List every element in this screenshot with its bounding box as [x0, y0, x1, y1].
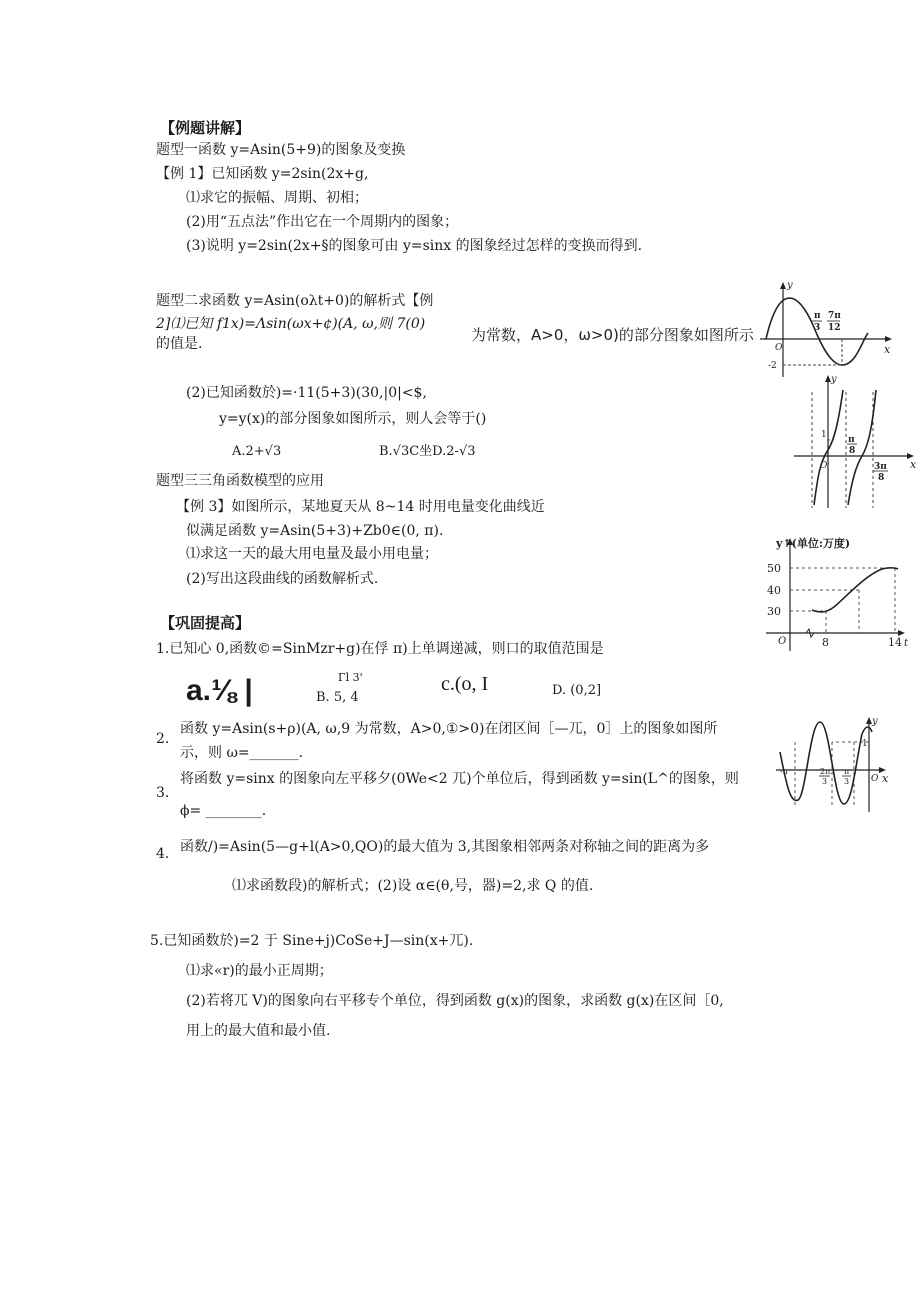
fig1-origin: O: [775, 343, 783, 353]
type2-side-text: 为常数，A>0，ω>0)的部分图象如图所示: [471, 326, 754, 344]
problem2-line1: 函数 y=Asin(s+ρ)(A, ω,9 为常数，A>0,①>0)在闭区间［—兀，0］上的图象如图所: [180, 721, 718, 737]
fig3-x-14: 14: [888, 636, 902, 649]
type3-title: 题型三三角函数模型的应用: [156, 473, 324, 489]
problem2-number: 2.: [156, 731, 170, 747]
section-title-consolidate: 【巩固提高】: [160, 614, 251, 632]
problem1-option-d: D. (0,2]: [552, 683, 602, 698]
fig4-y-label: y: [872, 716, 878, 727]
fig2-y-label: y: [831, 374, 837, 385]
fig2-tick1-den: 8: [849, 446, 856, 456]
type1-title: 题型一函数 y=Asin(5+9)的图象及变换: [156, 142, 406, 158]
fig3-y-label: y↑(单位:万度): [776, 537, 851, 550]
fig2-origin: O: [820, 461, 828, 471]
problem3-line2: ϕ= ________.: [180, 803, 267, 819]
fig3-origin: O: [778, 636, 787, 647]
ex3-q1: ⑴求这一天的最大用电量及最小用电量；: [186, 546, 438, 562]
problem5-q2: (2)若将兀 V)的图象向右平移专个单位，得到函数 g(x)的图象，求函数 g(x)在区间［0,: [186, 993, 724, 1009]
fig3-y-30: 30: [767, 605, 781, 618]
problem4-line1: 函数/)=Asin(5—g+l(A>0,QO)的最大值为 3,其图象相邻两条对称轴之间的距离为多: [180, 839, 710, 855]
fig4-negpi: -π: [780, 767, 788, 776]
ex1-q3: (3)说明 y=2sin(2x+§的图象可由 y=sinx 的图象经过怎样的变换而得到.: [186, 238, 643, 254]
fig4-x-label: x: [882, 772, 889, 785]
problem5-q1: ⑴求«r)的最小正周期；: [186, 963, 333, 979]
fig4-curve: [780, 722, 872, 804]
problem4-line2: ⑴求函数段)的解析式；(2)设 α∈(θ,号，器)=2,求 Q 的值.: [232, 878, 594, 894]
ex1-q1: ⑴求它的振幅、周期、初相；: [186, 190, 368, 206]
ex3-q2: (2)写出这段曲线的函数解析式.: [186, 571, 379, 587]
fig3-y-40: 40: [767, 584, 781, 597]
type2-line1: 题型二求函数 y=Asin(oλt+0)的解析式【例: [156, 293, 434, 309]
problem1-text: 1.已知心 0,函数©=SinMzr+g)在俘 π)上单调递减，则口的取值范围是: [156, 641, 604, 657]
fig1-neg2: -2: [768, 361, 777, 371]
fig1-tick1-num: π: [814, 311, 821, 321]
fig3-t-label: t: [904, 638, 909, 649]
problem1-option-b: B. 5, 4: [316, 690, 359, 705]
problem3-line1: 将函数 y=sinx 的图象向左平移夕(0We<2 兀)个单位后，得到函数 y=sin(L^的图象，则: [180, 771, 739, 787]
fig4-tick1-num: 2π: [820, 767, 831, 776]
type2-line3: 的值是.: [156, 336, 203, 352]
fig1-tick2-den: 12: [828, 323, 841, 333]
type2-q2a: (2)已知函数於)=·11(5+3)(30,|0|<$,: [186, 385, 427, 401]
fig4-tick2-num: π: [844, 767, 850, 776]
fig3-curve: [812, 568, 898, 612]
problem1-option-b-top: Γl 3': [338, 671, 363, 684]
ex3-line2: 似满足函数 y=Asin(5+3)+Zb0∈(0, π).: [186, 523, 444, 539]
figure-2-tan-graph: [790, 370, 920, 510]
fig3-x-8: 8: [822, 636, 829, 649]
fig2-tick1-num: π: [848, 435, 855, 445]
problem3-number: 3.: [156, 785, 170, 801]
fig4-origin: O: [871, 774, 879, 784]
type2-option-a: A.2+√3: [232, 444, 282, 459]
ex1-q2: (2)用“五点法”作出它在一个周期内的图象；: [186, 214, 459, 230]
problem5-q3: 用上的最大值和最小值.: [186, 1023, 331, 1039]
fig2-tick2-num: 3π: [874, 462, 887, 472]
problem4-number: 4.: [156, 846, 170, 862]
figure-1-sine-graph: [756, 277, 896, 382]
fig2-one: 1: [821, 430, 827, 440]
section-title-examples: 【例题讲解】: [160, 119, 251, 137]
type2-option-b: B.√3C坐D.2-√3: [379, 444, 476, 459]
fig4-tick1-den: 3: [822, 777, 828, 786]
problem2-line2: 示，则 ω=_______.: [180, 745, 304, 761]
fig4-one: 1: [862, 739, 868, 749]
figure-4-sine-graph: [772, 712, 892, 817]
type2-line2: 2]⑴已知 f1x)=Λsin(ωx+¢)(A, ω,则 7(0): [156, 316, 426, 332]
fig1-tick1-den: 3: [814, 323, 821, 333]
fig1-x-arrow-icon: [885, 336, 892, 342]
fig4-tick2-den: 3: [844, 777, 850, 786]
problem1-option-a: a.⅛ |: [186, 674, 253, 707]
fig1-y-label: y: [787, 280, 793, 291]
fig2-tick2-den: 8: [878, 473, 885, 483]
fig3-y-50: 50: [767, 562, 781, 575]
ex3-line1: 【例 3】如图所示，某地夏天从 8~14 时用电量变化曲线近: [176, 499, 545, 515]
type2-q2b: y=y(x)的部分图象如图所示，则人会等于(): [219, 411, 487, 427]
problem5-head: 5.已知函数於)=2 于 Sine+j)CoSe+J—sin(x+兀).: [150, 933, 474, 949]
figure-3-usage-chart: [762, 533, 912, 658]
fig1-x-label: x: [884, 343, 891, 356]
ex1-head: 【例 1】已知函数 y=2sin(2x+g,: [156, 166, 369, 182]
problem1-option-c: c.(o, I: [441, 673, 489, 695]
fig1-y-arrow-icon: [780, 282, 786, 289]
fig2-x-label: x: [910, 458, 917, 471]
fig1-tick2-num: 7π: [828, 311, 841, 321]
